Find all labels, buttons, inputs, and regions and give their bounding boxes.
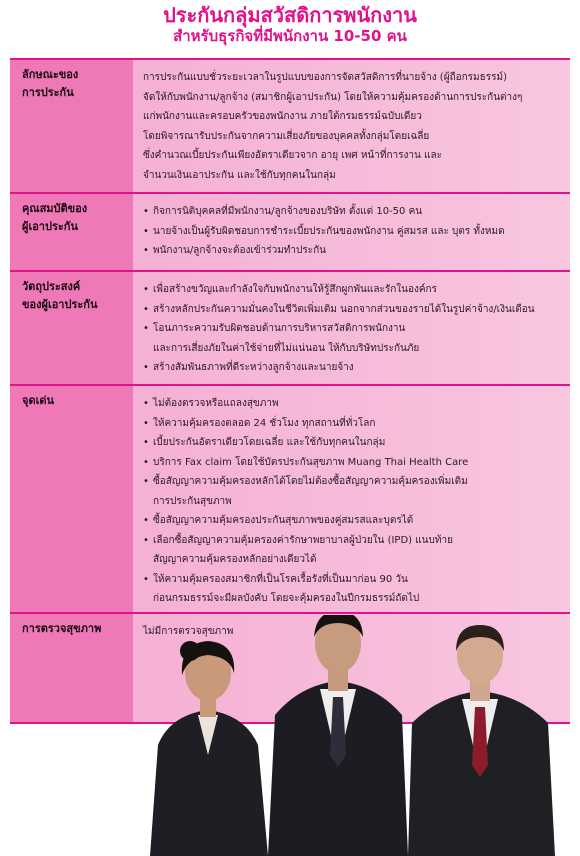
list-item: • นายจ้างเป็นผู้รับผิดชอบการชำระเบี้ยประกันของพนักงาน คู่สมรส และ บุตร ทั้งหมด	[143, 222, 562, 242]
section-content: การประกันแบบชั่วระยะเวลาในรูปแบบของการจัดสวัสดิการที่นายจ้าง (ผู้ถือกรมธรรม์) จัดให้กับพนักงาน/ลูกจ้าง (สมาชิกผู้เอาประกัน) โดยให้ความคุ้มครองด้านการประกันต่างๆ แก่พนักงานและครอบครัวของพนักงาน ภายใต้กรมธรรม์ฉบับเดียว โดยพิจารณารับประกันจากความเสี่ยงภัยของบุคคลทั้งกลุ่มโดยเฉลี่ย ซึ่งคำนวณเบี้ยประกันเพียงอัตราเดียวจาก อายุ เพศ หน้าที่การงาน และ จำนวนเงินเอาประกัน และใช้กับทุกคนในกลุ่ม	[133, 60, 570, 192]
list-item: • ซื้อสัญญาความคุ้มครองประกันสุขภาพของคู่สมรสและบุตรได้	[143, 511, 562, 531]
section-characteristics	[10, 60, 570, 194]
list-item: • กิจการนิติบุคคลที่มีพนักงาน/ลูกจ้างของบริษัท ตั้งแต่ 10-50 คน	[143, 202, 562, 222]
section-label: จุดเด่น	[10, 386, 133, 612]
list-item: • ให้ความคุ้มครองตลอด 24 ชั่วโมง ทุกสถานที่ทั่วโลก	[143, 414, 562, 434]
section-content	[133, 272, 570, 384]
section-objectives	[10, 272, 570, 386]
list-item: • สร้างสัมพันธภาพที่ดีระหว่างลูกจ้างและนายจ้าง	[143, 358, 562, 378]
section-label: คุณสมบัติของ ผู้เอาประกัน	[10, 194, 133, 270]
section-qualifications	[10, 194, 570, 272]
section-label: วัตถุประสงค์ ของผู้เอาประกัน	[10, 272, 133, 384]
list-item: • ซื้อสัญญาความคุ้มครองหลักได้โดยไม่ต้องซื้อสัญญาความคุ้มครองเพิ่มเติม การประกันสุขภาพ	[143, 472, 562, 511]
list-item: • ไม่ต้องตรวจหรือแถลงสุขภาพ	[143, 394, 562, 414]
section-content: ไม่มีการตรวจสุขภาพ	[133, 614, 570, 722]
page-title: ประกันกลุ่มสวัสดิการพนักงาน	[163, 3, 417, 27]
person-man-right	[408, 625, 555, 856]
list-item: • เลือกซื้อสัญญาความคุ้มครองค่ารักษาพยาบาลผู้ป่วยใน (IPD) แนบท้าย สัญญาความคุ้มครองหลักอย่างเดียวได้	[143, 531, 562, 570]
list-item: • เบี้ยประกันอัตราเดียวโดยเฉลี่ย และใช้กับทุกคนในกลุ่ม	[143, 433, 562, 453]
section-content	[133, 386, 570, 612]
list-item: • สร้างหลักประกันความมั่นคงในชีวิตเพิ่มเติม นอกจากส่วนของรายได้ในรูปค่าจ้าง/เงินเดือน	[143, 300, 562, 320]
section-highlights	[10, 386, 570, 614]
section-label: ลักษณะของ การประกัน	[10, 60, 133, 192]
section-content	[133, 194, 570, 270]
list-item: • ให้ความคุ้มครองสมาชิกที่เป็นโรคเรื้อรังที่เป็นมาก่อน 90 วัน ก่อนกรมธรรม์จะมีผลบังคับ โดยจะคุ้มครองในปีกรมธรรม์ถัดไป	[143, 570, 562, 609]
page-subtitle: สำหรับธุรกิจที่มีพนักงาน 10-50 คน	[173, 27, 407, 45]
list-item: • โอนภาระความรับผิดชอบด้านการบริหารสวัสดิการพนักงาน และการเสี่ยงภัยในค่าใช้จ่ายที่ไม่แน่นอน ให้กับบริษัทประกันภัย	[143, 319, 562, 358]
list-item: • บริการ Fax claim โดยใช้บัตรประกันสุขภาพ Muang Thai Health Care	[143, 453, 562, 473]
business-people-photo	[150, 615, 560, 856]
person-man-center	[268, 615, 408, 856]
list-item: • เพื่อสร้างขวัญและกำลังใจกับพนักงานให้รู้สึกผูกพันและรักในองค์กร	[143, 280, 562, 300]
list-item: • พนักงาน/ลูกจ้างจะต้องเข้าร่วมทำประกัน	[143, 241, 562, 261]
section-label: การตรวจสุขภาพ	[10, 614, 133, 722]
person-woman	[150, 641, 268, 856]
